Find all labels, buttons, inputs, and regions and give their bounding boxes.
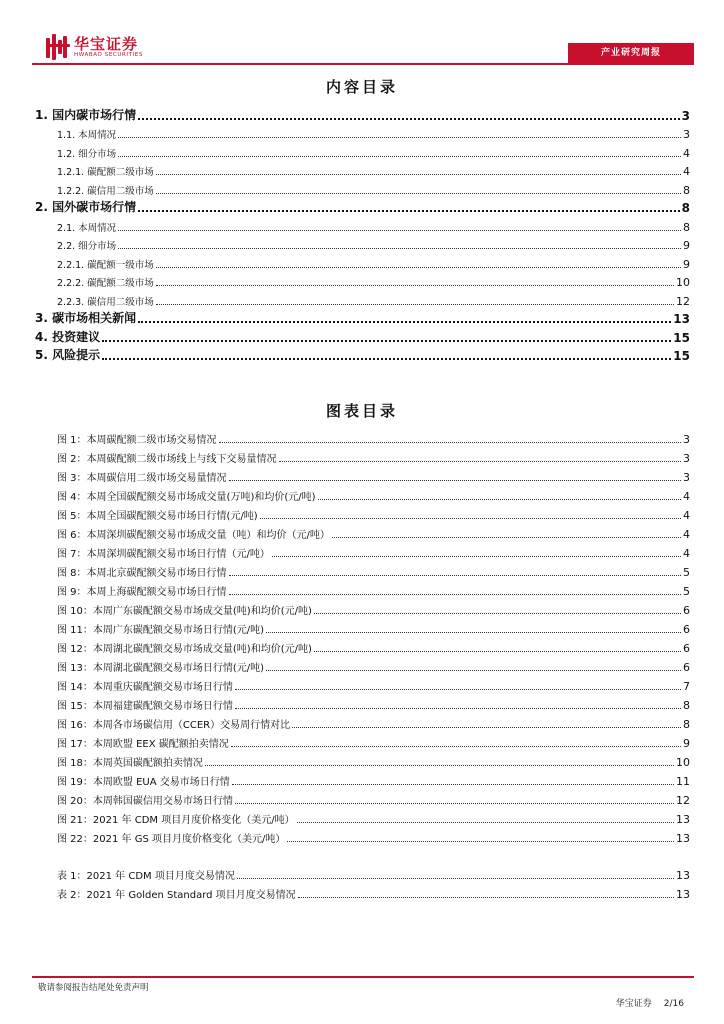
toc-entry[interactable]: 2.2.1. 碳配额一级市场 9 <box>57 257 690 271</box>
table-entry[interactable]: 表 1：2021 年 CDM 项目月度交易情况 13 <box>57 869 690 882</box>
figure-entry[interactable]: 图 4：本周全国碳配额交易市场成交量(万吨)和均价(元/吨) 4 <box>57 490 690 503</box>
table-entry[interactable]: 表 2：2021 年 Golden Standard 项目月度交易情况 13 <box>57 888 690 901</box>
figure-entry[interactable]: 图 17：本周欧盟 EEX 碳配额拍卖情况 9 <box>57 737 690 750</box>
figure-entry[interactable]: 图 7：本周深圳碳配额交易市场日行情（元/吨） 4 <box>57 547 690 560</box>
report-type-badge: 产业研究周报 <box>568 43 694 63</box>
figure-entry[interactable]: 图 13：本周湖北碳配额交易市场日行情(元/吨) 6 <box>57 661 690 674</box>
toc-entry[interactable]: 5. 风险提示 15 <box>35 348 690 363</box>
toc-title: 内容目录 <box>325 78 398 96</box>
toc-entry[interactable]: 2.2.3. 碳信用二级市场 12 <box>57 294 690 308</box>
brand-name-en: HWABAO SECURITIES <box>74 51 143 58</box>
toc-entry[interactable]: 1.2. 细分市场 4 <box>57 146 690 160</box>
disclaimer-note: 敬请参阅报告结尾处免责声明 <box>38 983 149 993</box>
toc-entry[interactable]: 1.2.1. 碳配额二级市场 4 <box>57 165 690 178</box>
figure-entry[interactable]: 图 11：本周广东碳配额交易市场日行情(元/吨) 6 <box>57 623 690 636</box>
logo-icon <box>46 34 70 60</box>
figure-entry[interactable]: 图 2：本周碳配额二级市场线上与线下交易量情况 3 <box>57 452 690 465</box>
figure-entry[interactable]: 图 8：本周北京碳配额交易市场日行情 5 <box>57 566 690 579</box>
toc-entry[interactable]: 1.2.2. 碳信用二级市场 8 <box>57 183 690 197</box>
figure-entry[interactable]: 图 19：本周欧盟 EUA 交易市场日行情 11 <box>57 775 690 788</box>
figure-entry[interactable]: 图 15：本周福建碳配额交易市场日行情 8 <box>57 699 690 712</box>
figure-entry[interactable]: 图 20：本周韩国碳信用交易市场日行情 12 <box>57 794 690 807</box>
page-number: 2/16 <box>663 999 684 1009</box>
figure-entry[interactable]: 图 18：本周英国碳配额拍卖情况 10 <box>57 756 690 769</box>
figure-entry[interactable]: 图 9：本周上海碳配额交易市场日行情 5 <box>57 585 690 598</box>
list-of-tables <box>57 863 690 901</box>
page-footer <box>604 996 684 1009</box>
figure-entry[interactable]: 图 21：2021 年 CDM 项目月度价格变化（美元/吨） 13 <box>57 813 690 826</box>
toc-entry[interactable]: 1. 国内碳市场行情 3 <box>35 107 690 123</box>
header-divider <box>32 63 694 65</box>
toc-entry[interactable]: 3. 碳市场相关新闻 13 <box>35 311 690 326</box>
figure-entry[interactable]: 图 12：本周湖北碳配额交易市场成交量(吨)和均价(元/吨) 6 <box>57 642 690 655</box>
company-logo <box>46 34 143 60</box>
figure-entry[interactable]: 图 1：本周碳配额二级市场交易情况 3 <box>57 433 690 446</box>
toc-entry[interactable]: 1.1. 本周情况 3 <box>57 128 690 141</box>
figure-entry[interactable]: 图 14：本周重庆碳配额交易市场日行情 7 <box>57 680 690 693</box>
footer-divider <box>32 976 694 978</box>
toc-entry[interactable]: 2. 国外碳市场行情 8 <box>35 200 690 215</box>
table-of-contents <box>35 104 690 363</box>
figure-entry[interactable]: 图 16：本周各市场碳信用（CCER）交易周行情对比 8 <box>57 718 690 731</box>
page-header <box>0 0 724 72</box>
toc-entry[interactable]: 2.2. 细分市场 9 <box>57 239 690 252</box>
figures-title: 图表目录 <box>325 402 398 420</box>
footer-company: 华宝证券 <box>615 999 652 1009</box>
toc-entry[interactable]: 4. 投资建议 15 <box>35 329 690 345</box>
toc-entry[interactable]: 2.1. 本周情况 8 <box>57 220 690 234</box>
brand-name-cn: 华宝证券 <box>74 34 139 53</box>
toc-entry[interactable]: 2.2.2. 碳配额二级市场 10 <box>57 276 690 289</box>
figure-entry[interactable]: 图 22：2021 年 GS 项目月度价格变化（美元/吨） 13 <box>57 832 690 845</box>
figure-entry[interactable]: 图 6：本周深圳碳配额交易市场成交量（吨）和均价（元/吨） 4 <box>57 528 690 541</box>
figure-entry[interactable]: 图 10：本周广东碳配额交易市场成交量(吨)和均价(元/吨) 6 <box>57 604 690 617</box>
figure-entry[interactable]: 图 5：本周全国碳配额交易市场日行情(元/吨) 4 <box>57 509 690 522</box>
list-of-figures <box>57 427 690 845</box>
figure-entry[interactable]: 图 3：本周碳信用二级市场交易量情况 3 <box>57 471 690 484</box>
